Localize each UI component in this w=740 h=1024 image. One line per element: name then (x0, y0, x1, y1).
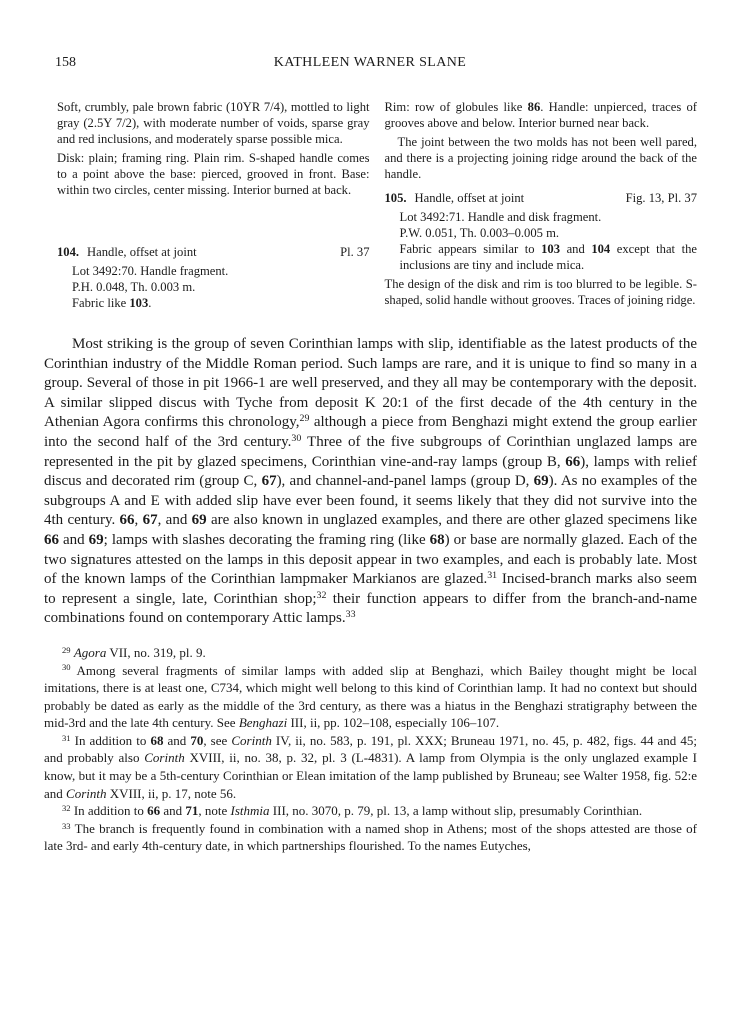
catalog-right-column (385, 99, 698, 311)
design-description: The design of the disk and rim is too blurred to be legible. S-shaped, solid handle without grooves. Traces of joining ridge. (384, 277, 697, 307)
footnote-30: $^{30}$ Among several fragments of similar lamps with added slip at Benghazi, which Bailey thought might be local imitations, there is at least one, C734, which might well belong to this kind of Corinthian lamp. It had no context but should probably be dated as early as the middle of the 3rd century, as there was a hiatus in the Benghazi stratigraphy between the mid-3rd and the late 4th century. See Benghazi III, ii, pp. 102–108, especially 106–107. (44, 662, 697, 731)
footnote-32: $^{32}$ In addition to 66 and 71, note Isthmia III, no. 3070, p. 79, pl. 13, a lamp without slip, presumably Corinthian. (62, 802, 643, 819)
entry-105-plate-ref: Fig. 13, Pl. 37 (625, 191, 697, 205)
footnote-29: $^{29}$ Agora VII, no. 319, pl. 9. (62, 644, 206, 660)
footnote-33: $^{33}$ The branch is frequently found in combination with a named shop in Athens; most of the shops attested are those of late 3rd- and early 4th-century date, in which partnerships flourished. To the names Eutyches, (44, 820, 697, 854)
entry-105-details (400, 209, 698, 273)
entry-104-heading (57, 244, 370, 260)
fabric-description: Soft, crumbly, pale brown fabric (10YR 7/4), mottled to light gray (2.5Y 7/2), with moderate number of voids, sparse gray and red inclusions, and moderately sparse possible mica. (57, 100, 370, 146)
entry-105-number: 105. (384, 191, 407, 205)
entry-105-lot-line: Lot 3492:71. Handle and disk fragment. (399, 210, 602, 224)
entry-105-fabric-line: Fabric appears similar to 103 and 104 except that the inclusions are tiny and include mica. (399, 242, 697, 272)
catalog-entry-105 (385, 190, 698, 273)
running-head-author: KATHLEEN WARNER SLANE (273, 55, 467, 70)
joint-description: The joint between the two molds has not been well pared, and there is a projecting joining ridge around the back of the handle. (384, 135, 697, 181)
entry-105-heading (385, 190, 698, 206)
catalog-section (57, 99, 697, 311)
entry-104-title: 104. Handle, offset at joint (57, 245, 197, 259)
entry-104-number: 104. (57, 245, 80, 259)
entry-105-dimensions-line: P.W. 0.051, Th. 0.003–0.005 m. (399, 226, 560, 240)
body-paragraph: Most striking is the group of seven Corinthian lamps with slip, identifiable as the latest products of the Corinthian industry of the Middle Roman period. Such lamps are rare, and it is unique to find so many in a group. Several of those in pit 1966-1 are well preserved, and they all may be contemporary with the deposit. A similar slipped discus with Tyche from deposit K 20:1 of the first decade of the 4th century in the Athenian Agora confirms this chronology,$^{29}$ although a piece from Benghazi might extend the group earlier into the second half of the 3rd century.$^{30}$ Three of the five subgroups of Corinthian unglazed lamps are represented in the pit by glazed specimens, Corinthian vine-and-ray lamps (group B, 66), lamps with relief discus and decorated rim (group C, 67), and channel-and-panel lamps (group D, 69). As no examples of the subgroups A and E with added slip have ever been found, it seems likely that they did not survive into the 4th century. 66, 67, and 69 are also known in unglazed examples, and there are other glazed specimens like 66 and 69; lamps with slashes decorating the framing ring (like 68) or base are normally glazed. Each of the two signatures attested on the lamps in this deposit appear in two examples, and each is probably late. Most of the known lamps of the Corinthian lampmaker Markianos are glazed.$^{31}$ Incised-branch marks also seem to represent a single, late, Corinthian shop;$^{32}$ their function appears to differ from the branch-and-name combinations found on contemporary Attic lamps.$^{33}$ (44, 336, 698, 627)
footnote-31: $^{31}$ In addition to 68 and 70, see Corinth IV, ii, no. 583, p. 191, pl. XXX; Bruneau 1971, no. 45, p. 482, figs. 44 and 45; and probably also Corinth XVIII, ii, no. 38, p. 32, pl. 3 (L-4831). A lamp from Olympia is the only unglazed example I know, but it may be a 5th-century Corinthian or Elean imitation of the lamp published by Bruneau; see Walter 1958, fig. 52:e and Corinth XVIII, ii, p. 17, note 56. (44, 732, 698, 801)
entry-104-details (72, 263, 370, 311)
rim-description: Rim: row of globules like 86. Handle: unpierced, traces of grooves above and below. Interior burned near back. (384, 100, 697, 130)
entry-104-plate-ref: Pl. 37 (340, 245, 370, 259)
entry-104-lot-line: Lot 3492:70. Handle fragment. (72, 264, 229, 278)
entry-105-title: 105. Handle, offset at joint (384, 191, 525, 205)
catalog-left-column (57, 99, 370, 311)
disk-description: Disk: plain; framing ring. Plain rim. S-shaped handle comes to a point above the base: pierced, grooved in front. Base: within two circles, center missing. Interior burned at back. (57, 151, 370, 197)
page-number: 158 (55, 55, 76, 70)
entry-104-dimensions-line: P.H. 0.048, Th. 0.003 m. (72, 280, 196, 294)
entry-104-fabric-line: Fabric like 103. (72, 296, 152, 310)
footnotes-section (44, 644, 697, 855)
running-header (0, 0, 740, 73)
catalog-entry-104 (57, 244, 370, 311)
